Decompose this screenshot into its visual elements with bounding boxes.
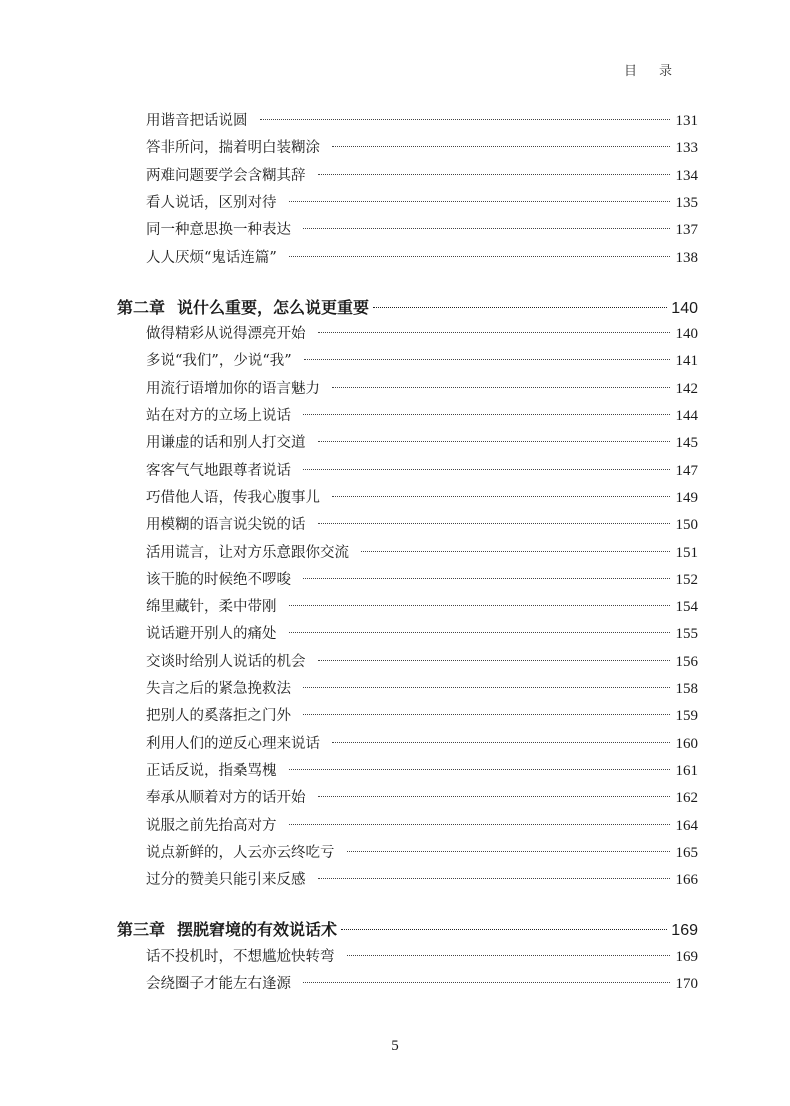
entry-title: 用谦虚的话和别人打交道 <box>146 435 306 452</box>
dot-leader <box>318 441 670 442</box>
page-ref: 166 <box>675 872 698 889</box>
toc-entry[interactable] <box>146 867 698 894</box>
entry-title: 失言之后的紧急挽救法 <box>146 681 291 697</box>
dot-leader <box>318 523 670 524</box>
entry-title: 利用人们的逆反心理来说话 <box>146 735 320 752</box>
toc-entry[interactable] <box>146 512 698 539</box>
entry-title: 把别人的奚落拒之门外 <box>146 708 291 725</box>
entry-title: 话不投机时，不想尴尬快转弯 <box>146 948 335 965</box>
dot-leader <box>303 469 670 470</box>
page-ref: 156 <box>675 653 698 670</box>
page-ref: 145 <box>675 435 698 452</box>
entry-title: 说点新鲜的，人云亦云终吃亏 <box>146 844 335 861</box>
dot-leader <box>332 742 670 743</box>
toc-entry[interactable] <box>146 108 698 135</box>
entry-title: 人人厌烦“鬼话连篇” <box>146 249 277 266</box>
entry-title: 两难问题要学会含糊其辞 <box>146 167 306 184</box>
page-ref: 134 <box>675 167 698 184</box>
entry-title: 用流行语增加你的语言魅力 <box>146 380 320 397</box>
dot-leader <box>361 551 670 552</box>
page-ref: 142 <box>675 380 698 397</box>
page-ref: 149 <box>675 489 698 506</box>
page-ref: 133 <box>675 140 698 157</box>
dot-leader <box>289 256 670 257</box>
entry-title: 答非所问，揣着明白装糊涂 <box>146 140 320 157</box>
toc-entry[interactable] <box>146 731 698 758</box>
page-ref: 169 <box>675 948 698 965</box>
dot-leader <box>341 929 667 930</box>
toc-entry[interactable] <box>146 758 698 785</box>
toc-entry[interactable] <box>146 567 698 594</box>
entry-title: 巧借他人语，传我心腹事儿 <box>146 489 320 506</box>
chapter-number: 第三章 <box>117 920 166 940</box>
toc-entry[interactable] <box>146 135 698 162</box>
entry-title: 说话避开别人的痛处 <box>146 626 277 643</box>
chapter-title: 说什么重要，怎么说更重要 <box>177 297 370 317</box>
entry-title: 会绕圈子才能左右逢源 <box>146 976 291 992</box>
dot-leader <box>303 228 670 229</box>
dot-leader <box>373 307 667 308</box>
page-number: 5 <box>391 1038 399 1054</box>
dot-leader <box>318 174 670 175</box>
dot-leader <box>318 878 670 879</box>
page-ref: 159 <box>675 708 698 725</box>
entry-title: 多说“我们”，少说“我” <box>146 353 292 370</box>
page-ref: 170 <box>675 976 698 992</box>
toc-entry[interactable] <box>146 321 698 348</box>
toc-entry[interactable] <box>146 813 698 840</box>
toc-entry[interactable] <box>146 649 698 676</box>
chapter-title: 摆脱窘境的有效说话术 <box>177 920 338 940</box>
entry-title: 正话反说，指桑骂槐 <box>146 762 277 779</box>
dot-leader <box>289 605 670 606</box>
toc-entry[interactable] <box>146 485 698 512</box>
page-ref: 161 <box>675 762 698 779</box>
page-ref: 135 <box>675 194 698 211</box>
toc-entry[interactable] <box>146 703 698 730</box>
toc-entry[interactable] <box>146 594 698 621</box>
entry-title: 奉承从顺着对方的话开始 <box>146 790 306 807</box>
dot-leader <box>332 496 670 497</box>
toc-entry[interactable] <box>146 348 698 375</box>
dot-leader <box>303 578 670 579</box>
dot-leader <box>318 796 670 797</box>
chapter-row[interactable] <box>117 916 698 943</box>
dot-leader <box>347 851 670 852</box>
page-ref: 160 <box>675 735 698 752</box>
entry-title: 过分的赞美只能引来反感 <box>146 872 306 889</box>
dot-leader <box>303 982 670 983</box>
entry-title: 站在对方的立场上说话 <box>146 408 291 424</box>
toc-entry[interactable] <box>146 621 698 648</box>
dot-leader <box>304 359 670 360</box>
dot-leader <box>303 687 670 688</box>
dot-leader <box>303 414 670 415</box>
page-ref: 164 <box>675 817 698 834</box>
toc-entry[interactable] <box>146 971 698 998</box>
entry-title: 该干脆的时候绝不啰唆 <box>146 571 291 588</box>
page-ref: 152 <box>675 571 698 588</box>
page-ref: 141 <box>675 353 698 370</box>
entry-title: 同一种意思换一种表达 <box>146 222 291 239</box>
toc-entry[interactable] <box>146 163 698 190</box>
toc-entry[interactable] <box>146 217 698 244</box>
entry-title: 看人说话，区别对待 <box>146 194 277 211</box>
entry-title: 说服之前先抬高对方 <box>146 817 277 834</box>
page-ref: 144 <box>675 408 698 424</box>
entry-title: 用谐音把话说圆 <box>146 113 248 129</box>
dot-leader <box>318 660 670 661</box>
toc-entry[interactable] <box>146 458 698 485</box>
entry-title: 活用谎言，让对方乐意跟你交流 <box>146 544 349 561</box>
dot-leader <box>318 332 670 333</box>
dot-leader <box>289 201 670 202</box>
dot-leader <box>260 119 670 120</box>
dot-leader <box>303 714 670 715</box>
page-ref: 151 <box>675 544 698 561</box>
page-ref: 154 <box>675 599 698 616</box>
toc-entry[interactable] <box>146 376 698 403</box>
toc-entry[interactable] <box>146 245 698 272</box>
page-ref: 158 <box>675 681 698 697</box>
dot-leader <box>289 769 670 770</box>
page-ref: 137 <box>675 222 698 239</box>
toc-entry[interactable] <box>146 403 698 430</box>
running-header: 目录 <box>623 64 694 79</box>
toc-entry[interactable] <box>146 540 698 567</box>
toc-entry[interactable] <box>146 840 698 867</box>
dot-leader <box>347 955 670 956</box>
entry-title: 客客气气地跟尊者说话 <box>146 462 291 479</box>
page-ref: 155 <box>675 626 698 643</box>
entry-title: 做得精彩从说得漂亮开始 <box>146 326 306 343</box>
dot-leader <box>289 632 670 633</box>
toc-entry[interactable] <box>146 676 698 703</box>
chapter-number: 第二章 <box>117 297 166 317</box>
toc-entry[interactable] <box>146 785 698 812</box>
chapter-heading <box>117 294 369 321</box>
toc-entry[interactable] <box>146 430 698 457</box>
dot-leader <box>289 824 670 825</box>
page-ref: 169 <box>671 922 698 940</box>
page-ref: 140 <box>671 299 698 317</box>
chapter-heading <box>117 916 337 943</box>
toc-entry[interactable] <box>146 944 698 971</box>
page-ref: 147 <box>675 462 698 479</box>
page-ref: 162 <box>675 790 698 807</box>
page-ref: 138 <box>675 249 698 266</box>
page-ref: 140 <box>675 326 698 343</box>
dot-leader <box>332 146 670 147</box>
page-ref: 150 <box>675 517 698 534</box>
entry-title: 绵里藏针，柔中带刚 <box>146 599 277 616</box>
entry-title: 交谈时给别人说话的机会 <box>146 653 306 670</box>
chapter-row[interactable] <box>117 294 698 321</box>
page-ref: 131 <box>675 113 698 129</box>
dot-leader <box>332 387 670 388</box>
entry-title: 用模糊的语言说尖锐的话 <box>146 517 306 534</box>
page-ref: 165 <box>675 844 698 861</box>
toc-entry[interactable] <box>146 190 698 217</box>
